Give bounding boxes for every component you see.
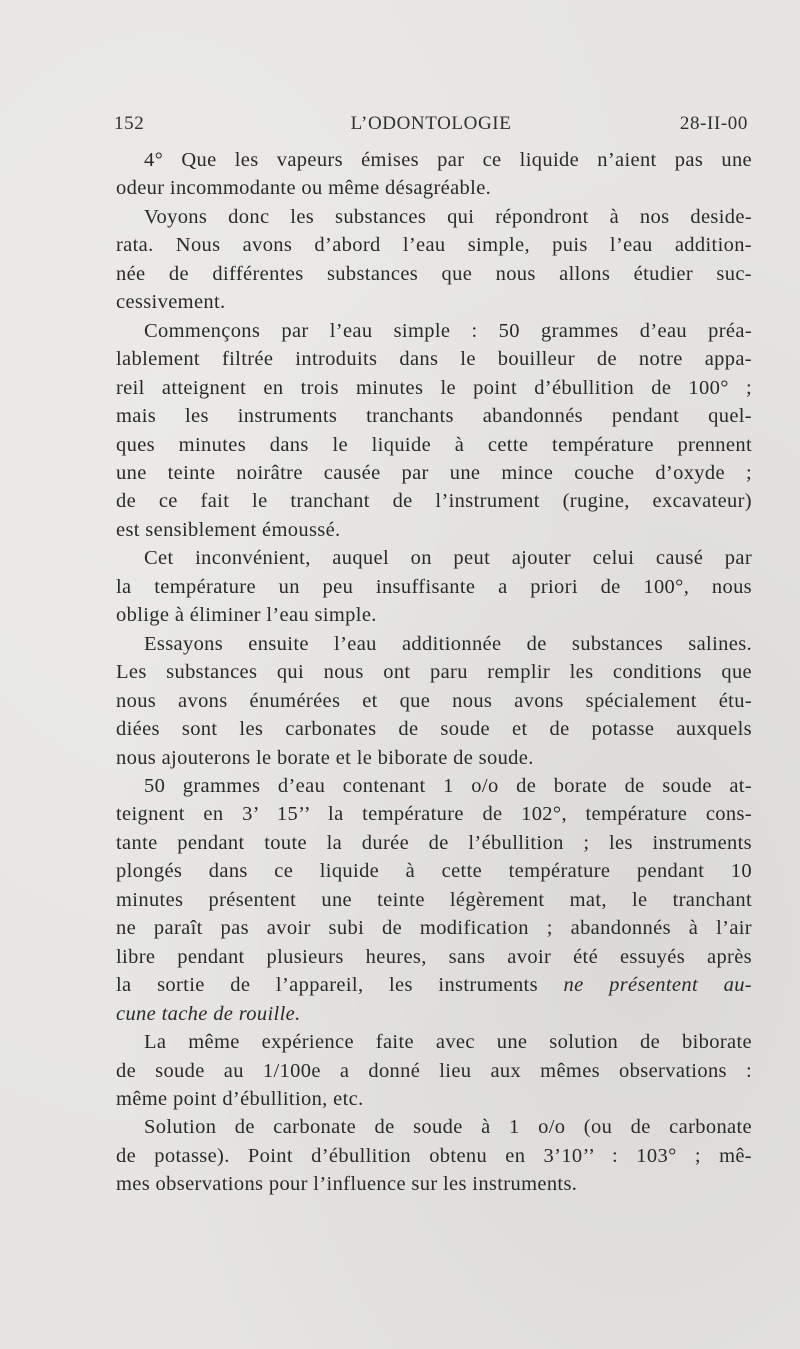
- text-line-content: rata. Nous avons d’abord l’eau simple, puis l’eau addition-: [116, 234, 752, 257]
- text-line: [116, 886, 752, 914]
- text-line-content: Commençons par l’eau simple : 50 grammes d’eau préa-: [144, 319, 752, 342]
- text-line: [116, 971, 752, 999]
- text-line-content: la température un peu insuffisante a priori de 100°, nous: [116, 575, 752, 598]
- text-line-content: mais les instruments tranchants abandonnés pendant quel-: [116, 405, 752, 428]
- text-line: [116, 1142, 752, 1170]
- text-line: [116, 658, 752, 686]
- text-line: [116, 687, 752, 715]
- text-line-content: ne paraît pas avoir subi de modification ; abandonnés à l’air: [116, 917, 752, 940]
- text-line: [116, 231, 752, 259]
- text-line: [116, 1028, 752, 1056]
- text-line-content: même point d’ébullition, etc.: [116, 1087, 364, 1110]
- page-number: 152: [114, 113, 145, 134]
- text-line-content: une teinte noirâtre causée par une mince couche d’oxyde ;: [116, 461, 752, 484]
- text-line: [116, 544, 752, 572]
- text-line: [116, 431, 752, 459]
- text-line-content: née de différentes substances que nous allons étudier suc-: [116, 262, 752, 285]
- text-line-content: Voyons donc les substances qui répondront à nos deside-: [144, 205, 752, 228]
- text-line-content: ques minutes dans le liquide à cette température prennent: [116, 433, 752, 456]
- text-line: [116, 146, 752, 174]
- text-line: [116, 772, 752, 800]
- text-line-content: reil atteignent en trois minutes le point d’ébullition de 100° ;: [116, 376, 752, 399]
- text-line-content: est sensiblement émoussé.: [116, 518, 341, 541]
- text-line-content: de soude au 1/100e a donné lieu aux mêmes observations :: [116, 1059, 752, 1082]
- text-line-content: de potasse). Point d’ébullition obtenu en 3’10’’ : 103° ; mê-: [116, 1144, 752, 1167]
- body-text: [116, 146, 752, 1199]
- text-line-content: Solution de carbonate de soude à 1 o/o (ou de carbonate: [144, 1116, 752, 1139]
- page-header: [114, 113, 748, 137]
- text-line: [116, 630, 752, 658]
- text-line: [116, 800, 752, 828]
- running-title: L’ODONTOLOGIE: [350, 113, 512, 134]
- text-line-content: teignent en 3’ 15’’ la température de 102°, température cons-: [116, 803, 752, 826]
- text-line: [116, 260, 752, 288]
- text-line: [116, 715, 752, 743]
- text-line-content: tante pendant toute la durée de l’ébullition ; les instruments: [116, 831, 752, 854]
- text-line-content: La même expérience faite avec une solution de biborate: [144, 1031, 752, 1054]
- text-line: [116, 573, 752, 601]
- text-line: [116, 317, 752, 345]
- text-line: [116, 1085, 752, 1113]
- text-line: [116, 1113, 752, 1141]
- text-line-content: la sortie de l’appareil, les instruments: [116, 974, 538, 997]
- text-line-content: diées sont les carbonates de soude et de potasse auxquels: [116, 718, 752, 741]
- text-line: [116, 516, 752, 544]
- text-line: [116, 1057, 752, 1085]
- italic-emphasis: cune tache de rouille.: [116, 1002, 301, 1025]
- text-line-content: lablement filtrée introduits dans le bouilleur de notre appa-: [116, 348, 752, 371]
- italic-emphasis: ne présentent au-: [563, 974, 752, 997]
- text-line-content: nous avons énumérées et que nous avons spécialement étu-: [116, 689, 752, 712]
- text-line-content: mes observations pour l’influence sur les instruments.: [116, 1173, 578, 1196]
- text-line: [116, 857, 752, 885]
- text-line: [116, 744, 752, 772]
- text-line-content: minutes présentent une teinte légèrement mat, le tranchant: [116, 888, 752, 911]
- text-line: [116, 288, 752, 316]
- text-line: [116, 829, 752, 857]
- text-line-content: Essayons ensuite l’eau additionnée de substances salines.: [144, 632, 752, 655]
- text-line-content: plongés dans ce liquide à cette température pendant 10: [116, 860, 752, 883]
- text-line: [116, 914, 752, 942]
- text-line: [116, 1000, 752, 1028]
- text-line: [116, 374, 752, 402]
- issue-date: 28-II-00: [679, 113, 748, 134]
- text-line-content: Les substances qui nous ont paru remplir les conditions que: [116, 661, 752, 684]
- text-line-content: odeur incommodante ou même désagréable.: [116, 177, 492, 200]
- text-line-content: Cet inconvénient, auquel on peut ajouter celui causé par: [144, 547, 752, 570]
- text-line-content: oblige à éliminer l’eau simple.: [116, 604, 377, 627]
- text-line-content: de ce fait le tranchant de l’instrument (rugine, excavateur): [116, 490, 752, 513]
- text-line-content: 4° Que les vapeurs émises par ce liquide n’aient pas une: [144, 149, 752, 171]
- text-line-content: nous ajouterons le borate et le biborate de soude.: [116, 746, 534, 769]
- text-line-content: cessivement.: [116, 291, 226, 314]
- text-line: [116, 601, 752, 629]
- text-line: [116, 487, 752, 515]
- text-line: [116, 459, 752, 487]
- text-line: [116, 943, 752, 971]
- text-line: [116, 1170, 752, 1198]
- text-line: [116, 345, 752, 373]
- text-line: [116, 174, 752, 202]
- text-line-content: 50 grammes d’eau contenant 1 o/o de borate de soude at-: [144, 774, 752, 797]
- text-line: [116, 203, 752, 231]
- text-line: [116, 402, 752, 430]
- text-line-content: libre pendant plusieurs heures, sans avoir été essuyés après: [116, 945, 752, 968]
